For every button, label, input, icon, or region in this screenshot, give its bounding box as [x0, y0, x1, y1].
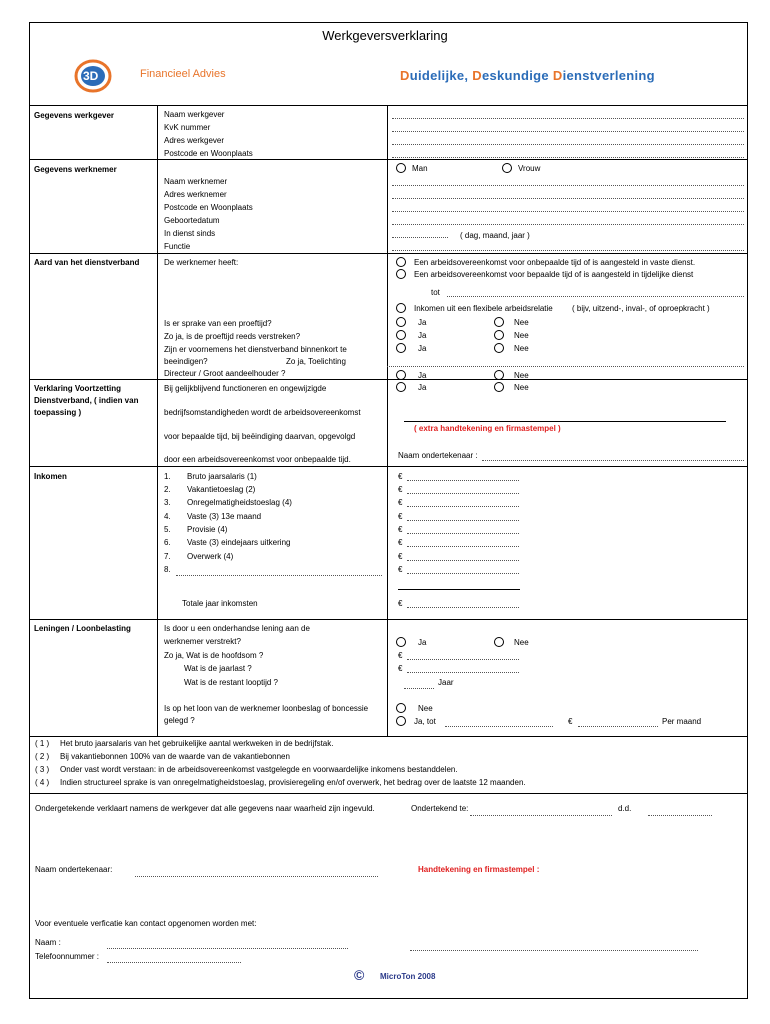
euro-1: €	[398, 472, 403, 481]
field-bedrag-5[interactable]	[407, 533, 519, 534]
lening-q2: Zo ja, Wat is de hoofdsom ?	[164, 651, 264, 660]
euro-2: €	[398, 485, 403, 494]
euro-beslag: €	[568, 717, 573, 726]
footnote-nr-4: ( 4 )	[35, 778, 50, 787]
field-bedrag-6[interactable]	[407, 546, 519, 547]
inkomen-nr-7: 7.	[164, 552, 171, 561]
label-beslag-nee: Nee	[418, 704, 433, 713]
label-flexibel: Inkomen uit een flexibele arbeidsrelatie	[414, 304, 553, 313]
radio-flexibel[interactable]	[396, 303, 406, 313]
label-onbepaalde-tijd: Een arbeidsovereenkomst voor onbepaalde tijd of is aangesteld in vaste dienst.	[414, 258, 696, 267]
radio-bepaalde-tijd[interactable]	[396, 269, 406, 279]
field-in-dienst[interactable]	[392, 237, 448, 238]
logo-name: Financieel Advies	[140, 68, 226, 80]
lening-q5-a: Is op het loon van de werknemer loonbeslag of boncessie	[164, 704, 369, 713]
radio-vrouw[interactable]	[502, 163, 512, 173]
row-rule-werknemer	[29, 159, 747, 160]
row-rule-dienst	[29, 253, 747, 254]
inkomen-nr-6: 6.	[164, 538, 171, 547]
field-ondertekend-te[interactable]	[470, 815, 612, 816]
col-rule-2	[387, 105, 388, 736]
slogan	[400, 68, 655, 83]
inkomen-label-1: Bruto jaarsalaris (1)	[187, 472, 257, 481]
slogan-d1: D	[400, 68, 410, 83]
section-voortzetting-3: toepassing )	[34, 408, 82, 417]
radio-proeftijd-ja[interactable]	[396, 317, 406, 327]
lening-q4: Wat is de restant looptijd ?	[184, 678, 278, 687]
slogan-d3: D	[552, 68, 563, 83]
footnote-nr-2: ( 2 )	[35, 752, 50, 761]
footnote-text-1: Het bruto jaarsalaris van het gebruikelijke aantal werkweken in de bedrijfstak.	[60, 739, 334, 748]
field-bedrag-7[interactable]	[407, 560, 519, 561]
label-dd: d.d.	[618, 804, 632, 813]
label-in-dienst: In dienst sinds	[164, 229, 216, 238]
label-functie: Functie	[164, 242, 191, 251]
label-kvk: KvK nummer	[164, 123, 211, 132]
label-bepaalde-tijd: Een arbeidsovereenkomst voor bepaalde tijd of is aangesteld in tijdelijke dienst	[414, 270, 694, 279]
euro-7: €	[398, 552, 403, 561]
label-man: Man	[412, 164, 428, 173]
header-rule	[29, 105, 747, 106]
field-bedrag-2[interactable]	[407, 493, 519, 494]
field-bedrag-8[interactable]	[407, 573, 519, 574]
field-bedrag-1[interactable]	[407, 480, 519, 481]
q-proeftijd: Is er sprake van een proeftijd?	[164, 319, 272, 328]
inkomen-nr-2: 2.	[164, 485, 171, 494]
label-naam-werkgever: Naam werkgever	[164, 110, 225, 119]
field-bedrag-3[interactable]	[407, 506, 519, 507]
inkomen-nr-5: 5.	[164, 525, 171, 534]
label-beslag-ja: Ja, tot	[414, 717, 436, 726]
lening-q1-a: Is door u een onderhandse lening aan de	[164, 624, 310, 633]
label-directeur-nee: Nee	[514, 371, 529, 380]
field-geboortedatum[interactable]	[392, 224, 744, 225]
radio-voornemens-ja[interactable]	[396, 343, 406, 353]
label-proeftijd-ja: Ja	[418, 318, 427, 327]
label-vrouw: Vrouw	[518, 164, 541, 173]
field-naam-werkgever[interactable]	[392, 118, 744, 119]
inkomen-nr-3: 3.	[164, 498, 171, 507]
label-lening-ja: Ja	[418, 638, 427, 647]
field-adres-werknemer[interactable]	[392, 198, 744, 199]
label-tot: tot	[431, 288, 440, 297]
label-adres-werknemer: Adres werknemer	[164, 190, 227, 199]
row-rule-declaration	[29, 793, 747, 794]
euro-jaarlast: €	[398, 664, 403, 673]
lening-q5-b: gelegd ?	[164, 716, 195, 725]
label-postcode-werkgever: Postcode en Woonplaats	[164, 149, 253, 158]
label-verstreken-nee: Nee	[514, 331, 529, 340]
label-naam-werknemer: Naam werknemer	[164, 177, 228, 186]
q-voornemens-2: beeindigen?	[164, 357, 208, 366]
label-voortzetting-ja: Ja	[418, 383, 427, 392]
field-looptijd[interactable]	[404, 688, 434, 689]
inkomen-nr-4: 4.	[164, 512, 171, 521]
lening-q1-b: werknemer verstrekt?	[164, 637, 241, 646]
euro-4: €	[398, 512, 403, 521]
radio-proeftijd-nee[interactable]	[494, 317, 504, 327]
footnote-text-4: Indien structureel sprake is van onregelmatigheidstoeslag, provisieregeling en/of overwerk, het bedrag over de laatste 12 maanden.	[60, 778, 526, 787]
radio-directeur-nee[interactable]	[494, 370, 504, 380]
footnote-text-2: Bij vakantiebonnen 100% van de waarde van de vakantiebonnen	[60, 752, 290, 761]
label-flexibel-hint: ( bijv, uitzend-, inval-, of oproepkracht )	[572, 304, 710, 313]
radio-man[interactable]	[396, 163, 406, 173]
field-voortzetting-signer[interactable]	[482, 460, 744, 461]
field-hoofdsom[interactable]	[407, 659, 519, 660]
label-totaal: Totale jaar inkomsten	[182, 599, 258, 608]
copyright-icon: ©	[354, 967, 365, 983]
radio-verstreken-nee[interactable]	[494, 330, 504, 340]
radio-directeur-ja[interactable]	[396, 370, 406, 380]
section-inkomen: Inkomen	[34, 472, 67, 481]
section-dienstverband: Aard van het dienstverband	[34, 258, 140, 267]
page-title: Werkgeversverklaring	[322, 28, 448, 43]
radio-beslag-ja[interactable]	[396, 716, 406, 726]
voortzetting-sign-label: ( extra handtekening en firmastempel )	[414, 424, 561, 433]
label-handtekening: Handtekening en firmastempel :	[418, 865, 540, 874]
inkomen-nr-1: 1.	[164, 472, 171, 481]
label-naam-ondertekenaar: Naam ondertekenaar:	[35, 865, 113, 874]
radio-voortzetting-nee[interactable]	[494, 382, 504, 392]
field-functie[interactable]	[392, 250, 744, 251]
row-rule-voortzetting	[29, 379, 747, 380]
voortzetting-signer-label: Naam ondertekenaar :	[398, 451, 478, 460]
euro-totaal: €	[398, 599, 403, 608]
q-toelichting: Zo ja, Toelichting	[286, 357, 346, 366]
inkomen-label-3: Onregelmatigheidstoeslag (4)	[187, 498, 292, 507]
radio-verstreken-ja[interactable]	[396, 330, 406, 340]
q-proeftijd-verstreken: Zo ja, is de proeftijd reeds verstreken?	[164, 332, 301, 341]
inkomen-label-6: Vaste (3) eindejaars uitkering	[187, 538, 291, 547]
inkomen-label-7: Overwerk (4)	[187, 552, 234, 561]
label-verstreken-ja: Ja	[418, 331, 427, 340]
slogan-w1: uidelijke,	[409, 68, 473, 83]
section-voortzetting-1: Verklaring Voortzetting	[34, 384, 121, 393]
date-hint: ( dag, maand, jaar )	[460, 231, 530, 240]
footer-text: MicroTon 2008	[380, 972, 436, 981]
field-kvk[interactable]	[392, 131, 744, 132]
logo-badge: 3D	[83, 69, 99, 83]
field-beslag-bedrag[interactable]	[578, 726, 658, 727]
col-rule-1	[157, 105, 158, 736]
field-telefoonnummer[interactable]	[107, 962, 241, 963]
section-voortzetting-2: Dienstverband, ( indien van	[34, 396, 139, 405]
label-voornemens-ja: Ja	[418, 344, 427, 353]
row-rule-inkomen	[29, 466, 747, 467]
q-voornemens-1: Zijn er voornemens het dienstverband binnenkort te	[164, 345, 347, 354]
field-toelichting[interactable]	[387, 366, 744, 367]
field-naam-werknemer[interactable]	[392, 185, 744, 186]
slogan-w3: ienstverlening	[562, 68, 655, 83]
voortzetting-text-2: bedrijfsomstandigheden wordt de arbeidsovereenkomst	[164, 408, 361, 417]
label-ondertekend-te: Ondertekend te:	[411, 804, 469, 813]
field-tot-datum[interactable]	[447, 296, 744, 297]
company-logo	[72, 54, 114, 96]
label-jaar: Jaar	[438, 678, 454, 687]
label-contact-naam: Naam :	[35, 938, 61, 947]
form-border	[29, 22, 748, 999]
radio-voortzetting-ja[interactable]	[396, 382, 406, 392]
field-adres-werkgever[interactable]	[392, 144, 744, 145]
footnote-text-3: Onder vast wordt verstaan: in de arbeidsovereenkomst vastgelegde en voorwaardelijke inkomens bestanddelen.	[60, 765, 458, 774]
field-bedrag-4[interactable]	[407, 520, 519, 521]
inkomen-label-5: Provisie (4)	[187, 525, 228, 534]
field-totaal[interactable]	[407, 607, 519, 608]
voortzetting-text-1: Bij gelijkblijvend functioneren en ongewijzigde	[164, 384, 327, 393]
voortzetting-text-3: voor bepaalde tijd, bij beëindiging daarvan, opgevolgd	[164, 432, 356, 441]
field-postcode-werkgever[interactable]	[392, 157, 744, 158]
field-jaarlast[interactable]	[407, 672, 519, 673]
label-postcode-werknemer: Postcode en Woonplaats	[164, 203, 253, 212]
field-contact-naam[interactable]	[107, 948, 348, 949]
q-directeur: Directeur / Groot aandeelhouder ?	[164, 369, 286, 378]
field-dd[interactable]	[648, 815, 712, 816]
label-telefoonnummer: Telefoonnummer :	[35, 952, 100, 961]
field-naam-ondertekenaar[interactable]	[135, 876, 378, 877]
inkomen-label-4: Vaste (3) 13e maand	[187, 512, 262, 521]
section-leningen: Leningen / Loonbelasting	[34, 624, 131, 633]
radio-lening-ja[interactable]	[396, 637, 406, 647]
field-contact-extra[interactable]	[410, 950, 698, 951]
lening-q3: Wat is de jaarlast ?	[184, 664, 252, 673]
declaration-text: Ondergetekende verklaart namens de werkgever dat alle gegevens naar waarheid zijn ingevuld.	[35, 804, 375, 813]
label-per-maand: Per maand	[662, 717, 702, 726]
footnote-nr-1: ( 1 )	[35, 739, 50, 748]
label-voornemens-nee: Nee	[514, 344, 529, 353]
dienst-question: De werknemer heeft:	[164, 258, 239, 267]
voortzetting-signature-line	[404, 421, 726, 422]
euro-5: €	[398, 525, 403, 534]
field-beslag-tot[interactable]	[445, 726, 553, 727]
label-adres-werkgever: Adres werkgever	[164, 136, 225, 145]
radio-lening-nee[interactable]	[494, 637, 504, 647]
sum-line	[398, 589, 520, 590]
label-proeftijd-nee: Nee	[514, 318, 529, 327]
radio-beslag-nee[interactable]	[396, 703, 406, 713]
footnote-nr-3: ( 3 )	[35, 765, 50, 774]
label-geboortedatum: Geboortedatum	[164, 216, 220, 225]
contact-text: Voor eventuele verficatie kan contact opgenomen worden met:	[35, 919, 257, 928]
slogan-w2: eskundige	[481, 68, 553, 83]
label-lening-nee: Nee	[514, 638, 529, 647]
field-inkomen-other[interactable]	[176, 575, 382, 576]
section-werkgever: Gegevens werkgever	[34, 111, 115, 120]
slogan-d2: D	[472, 68, 482, 83]
inkomen-label-2: Vakantietoeslag (2)	[187, 485, 256, 494]
label-directeur-ja: Ja	[418, 371, 427, 380]
label-voortzetting-nee: Nee	[514, 383, 529, 392]
radio-onbepaalde-tijd[interactable]	[396, 257, 406, 267]
euro-3: €	[398, 498, 403, 507]
euro-hoofdsom: €	[398, 651, 403, 660]
euro-6: €	[398, 538, 403, 547]
row-rule-footnotes	[29, 736, 747, 737]
radio-voornemens-nee[interactable]	[494, 343, 504, 353]
row-rule-leningen	[29, 619, 747, 620]
section-werknemer: Gegevens werknemer	[34, 165, 117, 174]
voortzetting-text-4: door een arbeidsovereenkomst voor onbepaalde tijd.	[164, 455, 351, 464]
inkomen-nr-8: 8.	[164, 565, 171, 574]
field-postcode-werknemer[interactable]	[392, 211, 744, 212]
euro-8: €	[398, 565, 403, 574]
